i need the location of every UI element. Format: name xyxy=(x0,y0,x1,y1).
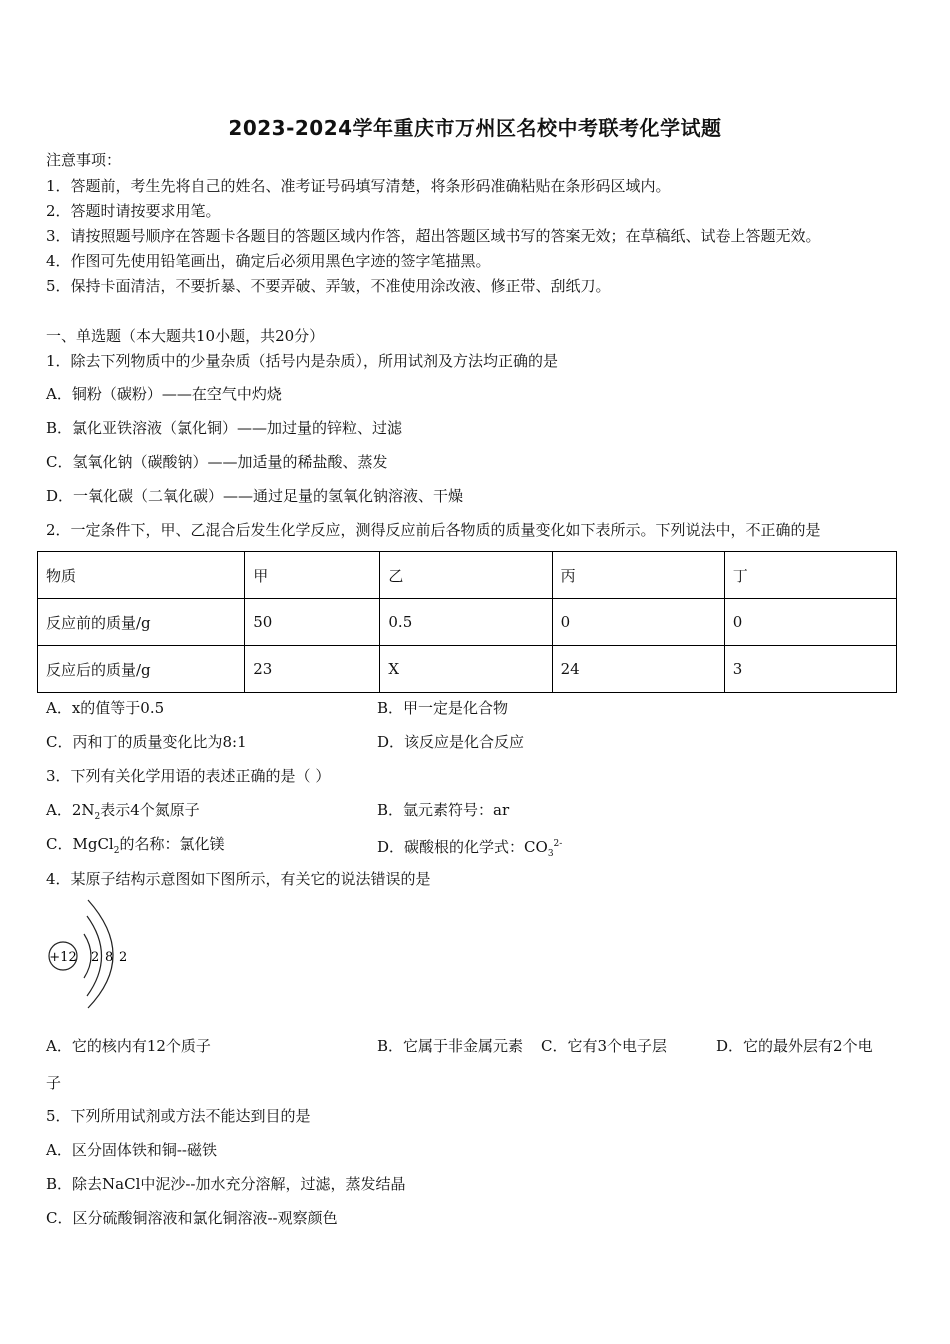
q3-d-subscript: 3 xyxy=(547,849,554,859)
table-cell: 24 xyxy=(552,646,724,693)
q2-option-c: C．丙和丁的质量变化比为8:1 xyxy=(46,733,247,751)
q5-option-b: B．除去NaCl中泥沙--加水充分溶解，过滤，蒸发结晶 xyxy=(46,1175,406,1193)
q3-a-subscript: 2 xyxy=(94,812,101,822)
table-cell: 乙 xyxy=(380,552,552,599)
q3-option-d xyxy=(377,834,562,864)
table-cell: 反应前的质量/g xyxy=(38,599,245,646)
question-4-stem: 4．某原子结构示意图如下图所示，有关它的说法错误的是 xyxy=(46,870,431,888)
notice-heading: 注意事项： xyxy=(46,151,122,169)
table-cell: 0.5 xyxy=(380,599,552,646)
q3-c-prefix: C．MgCl xyxy=(46,835,114,853)
table-cell: 反应后的质量/g xyxy=(38,646,245,693)
section-heading: 一、单选题（本大题共10小题，共20分） xyxy=(46,327,325,345)
table-cell: 3 xyxy=(724,646,896,693)
q4-option-d: D．它的最外层有2个电 xyxy=(716,1037,873,1055)
notice-item: 1．答题前，考生先将自己的姓名、准考证号码填写清楚，将条形码准确粘贴在条形码区域内。 xyxy=(46,177,671,195)
question-1-stem: 1．除去下列物质中的少量杂质（括号内是杂质），所用试剂及方法均正确的是 xyxy=(46,352,559,370)
table-cell: 丁 xyxy=(724,552,896,599)
question-3-stem: 3．下列有关化学用语的表述正确的是（ ） xyxy=(46,767,331,785)
table-cell: 23 xyxy=(245,646,380,693)
notice-item: 2．答题时请按要求用笔。 xyxy=(46,202,221,220)
notice-item: 4．作图可先使用铅笔画出，确定后必须用黑色字迹的签字笔描黑。 xyxy=(46,252,491,270)
notice-item: 5．保持卡面清洁，不要折暴、不要弄破、弄皱，不准使用涂改液、修正带、刮纸刀。 xyxy=(46,277,611,295)
q2-option-a: A．x的值等于0.5 xyxy=(46,699,165,717)
shell-electrons-2: 8 xyxy=(105,950,114,965)
q3-d-superscript: 2- xyxy=(553,839,563,849)
q1-option-a: A．铜粉（碳粉）——在空气中灼烧 xyxy=(46,385,282,403)
q3-c-suffix: 的名称：氯化镁 xyxy=(119,835,225,853)
q3-a-suffix: 表示4个氮原子 xyxy=(100,801,200,819)
shell-arc-1 xyxy=(84,934,91,978)
q4-option-c: C．它有3个电子层 xyxy=(541,1037,668,1055)
shell-electrons-1: 2 xyxy=(91,950,100,965)
q5-option-a: A．区分固体铁和铜--磁铁 xyxy=(46,1141,217,1159)
table-row xyxy=(38,552,897,599)
question-5-stem: 5．下列所用试剂或方法不能达到目的是 xyxy=(46,1107,311,1125)
table-row xyxy=(38,646,897,693)
page-title: 2023-2024学年重庆市万州区名校中考联考化学试题 xyxy=(228,116,722,140)
q3-d-prefix: D．碳酸根的化学式：CO xyxy=(377,838,548,856)
q4-option-d-continued: 子 xyxy=(46,1074,62,1092)
table-cell: 丙 xyxy=(552,552,724,599)
q4-option-a: A．它的核内有12个质子 xyxy=(46,1037,211,1055)
table-cell: 50 xyxy=(245,599,380,646)
table-cell: 0 xyxy=(552,599,724,646)
q3-c-subscript: 2 xyxy=(113,846,120,856)
table-cell: 0 xyxy=(724,599,896,646)
q3-option-b: B．氩元素符号：ar xyxy=(377,801,510,819)
mass-table xyxy=(37,551,897,693)
q3-option-c xyxy=(46,834,224,861)
q3-option-a xyxy=(46,800,200,827)
question-2-stem: 2．一定条件下，甲、乙混合后发生化学反应，测得反应前后各物质的质量变化如下表所示。下列说法中，不正确的是 xyxy=(46,521,821,539)
table-cell: X xyxy=(380,646,552,693)
shell-electrons-3: 2 xyxy=(119,950,128,965)
q2-option-b: B．甲一定是化合物 xyxy=(377,699,509,717)
table-cell: 物质 xyxy=(38,552,245,599)
table-cell: 甲 xyxy=(245,552,380,599)
q5-option-c: C．区分硫酸铜溶液和氯化铜溶液--观察颜色 xyxy=(46,1209,338,1227)
notice-item: 3．请按照题号顺序在答题卡各题目的答题区域内作答，超出答题区域书写的答案无效；在草稿纸、试卷上答题无效。 xyxy=(46,227,821,245)
q4-option-b: B．它属于非金属元素 xyxy=(377,1037,524,1055)
q3-a-prefix: A．2N xyxy=(46,801,95,819)
q1-option-b: B．氯化亚铁溶液（氯化铜）——加过量的锌粒、过滤 xyxy=(46,419,403,437)
q1-option-c: C．氢氧化钠（碳酸钠）——加适量的稀盐酸、蒸发 xyxy=(46,453,388,471)
q2-option-d: D．该反应是化合反应 xyxy=(377,733,525,751)
atom-structure-diagram xyxy=(44,896,134,1010)
nucleus-charge: +12 xyxy=(49,950,77,965)
q1-option-d: D．一氧化碳（二氧化碳）——通过足量的氢氧化钠溶液、干燥 xyxy=(46,487,464,505)
table-row xyxy=(38,599,897,646)
